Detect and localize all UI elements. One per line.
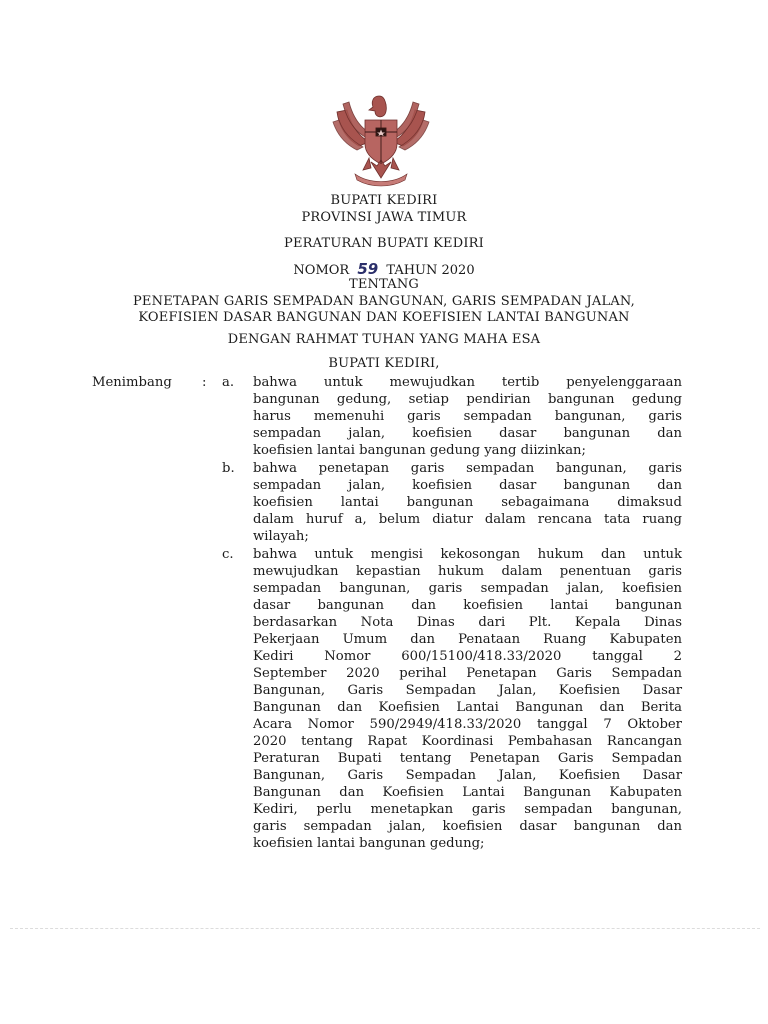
list-item-letter: c. (222, 547, 234, 562)
authority-line: BUPATI KEDIRI, (328, 356, 440, 371)
list-item-letter: b. (222, 461, 235, 476)
list-item-line: sempadan bangunan, garis sempadan jalan, koefisien (253, 581, 682, 596)
list-item-line: dalam huruf a, belum diatur dalam rencana tata ruang (253, 512, 682, 527)
list-item-line: sempadan jalan, koefisien dasar bangunan dan (253, 426, 682, 441)
list-item-line: garis sempadan jalan, koefisien dasar bangunan dan (253, 819, 682, 834)
province-title: PROVINSI JAWA TIMUR (301, 210, 467, 225)
list-item-line: wilayah; (253, 529, 309, 544)
list-item-line: Peraturan Bupati tentang Penetapan Garis Sempadan (253, 751, 682, 766)
regulation-number (0, 260, 768, 278)
list-item-line: sempadan jalan, koefisien dasar bangunan dan (253, 478, 682, 493)
garuda-emblem-icon (329, 92, 433, 188)
blessing-line: DENGAN RAHMAT TUHAN YANG MAHA ESA (227, 332, 541, 347)
list-item-line: 2020 tentang Rapat Koordinasi Pembahasan Rancangan (253, 734, 682, 749)
list-item-line: Bangunan, Garis Sempadan Jalan, Koefisien Dasar (253, 768, 682, 783)
nomor-year: TAHUN 2020 (386, 263, 475, 278)
considering-colon: : (202, 375, 207, 390)
list-item-line: dasar bangunan dan koefisien lantai bangunan (253, 598, 682, 613)
list-item-line: koefisien lantai bangunan gedung; (253, 836, 485, 851)
list-item-line: Kediri Nomor 600/15100/418.33/2020 tanggal 2 (253, 649, 682, 664)
list-item-line: September 2020 perihal Penetapan Garis Sempadan (253, 666, 682, 681)
list-item-line: bahwa penetapan garis sempadan bangunan, garis (253, 461, 682, 476)
tentang-label: TENTANG (348, 277, 420, 292)
page-scan-edge-divider (10, 928, 760, 929)
list-item-line: Bangunan dan Koefisien Lantai Bangunan dan Berita (253, 700, 682, 715)
list-item-line: Bangunan dan Koefisien Lantai Bangunan Kabupaten (253, 785, 682, 800)
list-item-line: koefisien lantai bangunan gedung yang diizinkan; (253, 443, 586, 458)
list-item-line: harus memenuhi garis sempadan bangunan, garis (253, 409, 682, 424)
list-item-line: mewujudkan kepastian hukum dalam penentuan garis (253, 564, 682, 579)
list-item-line: Pekerjaan Umum dan Penataan Ruang Kabupaten (253, 632, 682, 647)
handwritten-number: 59 (357, 260, 379, 278)
list-item-line: Bangunan, Garis Sempadan Jalan, Koefisien Dasar (253, 683, 682, 698)
list-item-letter: a. (222, 375, 235, 390)
list-item-line: Kediri, perlu menetapkan garis sempadan bangunan, (253, 802, 682, 817)
list-item-line: koefisien lantai bangunan sebagaimana dimaksud (253, 495, 682, 510)
list-item-line: bangunan gedung, setiap pendirian bangunan gedung (253, 392, 682, 407)
list-item-line: bahwa untuk mengisi kekosongan hukum dan untuk (253, 547, 682, 562)
regulation-subject-line-2: KOEFISIEN DASAR BANGUNAN DAN KOEFISIEN LANTAI BANGUNAN (138, 310, 630, 325)
regulation-title: PERATURAN BUPATI KEDIRI (284, 236, 484, 251)
regulation-subject-line-1: PENETAPAN GARIS SEMPADAN BANGUNAN, GARIS SEMPADAN JALAN, (132, 294, 636, 309)
list-item-line: berdasarkan Nota Dinas dari Plt. Kepala Dinas (253, 615, 682, 630)
list-item-line: Acara Nomor 590/2949/418.33/2020 tanggal 7 Oktober (253, 717, 682, 732)
office-title: BUPATI KEDIRI (330, 193, 438, 208)
nomor-prefix: NOMOR (293, 263, 350, 278)
list-item-line: bahwa untuk mewujudkan tertib penyelenggaraan (253, 375, 682, 390)
considering-label: Menimbang (92, 375, 172, 390)
